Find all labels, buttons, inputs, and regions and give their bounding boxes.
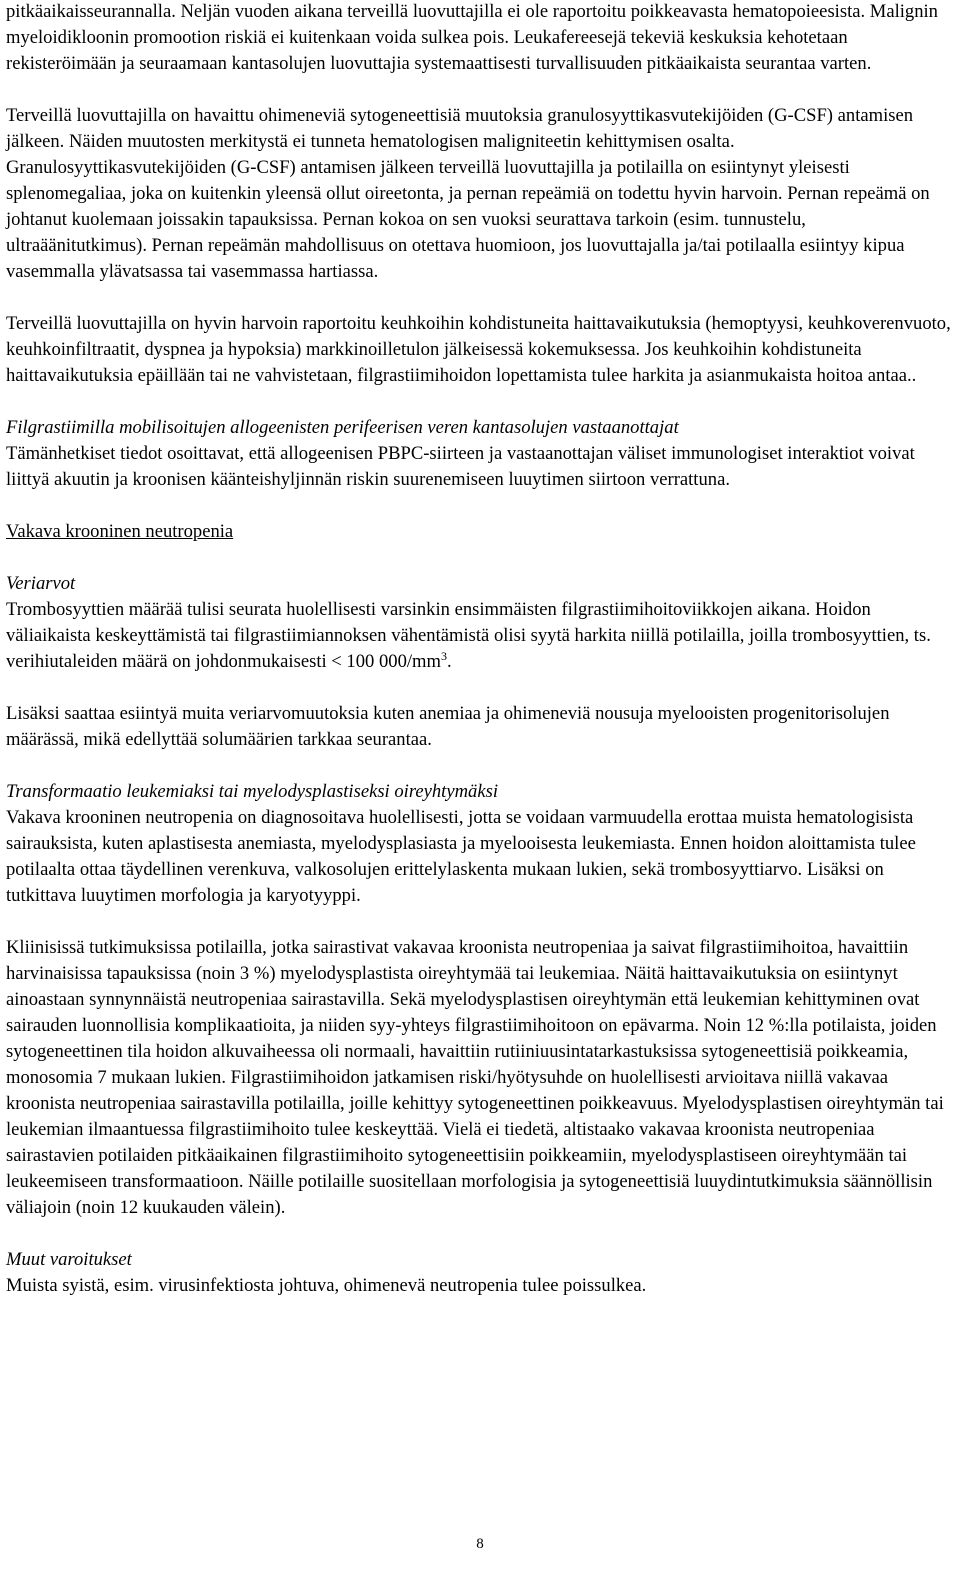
paragraph-diagnosis: Vakava krooninen neutropenia on diagnosoitava huolellisesti, jotta se voidaan varmuudella erottaa muista hematologisista sairauksista, kuten aplastisesta anemiasta, myelodysplasiasta ja myelooisesta leukemiasta. Ennen hoidon aloittamista tulee potilaalta ottaa täydellinen verenkuva, valkosolujen erittelylaskenta mukaan lukien, sekä trombosyyttiarvo. Lisäksi on tutkittava luuytimen morfologia ja karyotyyppi.: [6, 807, 916, 906]
paragraph-pulmonary-adverse-events: Terveillä luovuttajilla on hyvin harvoin raportoitu keuhkoihin kohdistuneita haittavaikutuksia (hemoptyysi, keuhkoverenvuoto, keuhkoinfiltraatit, dyspnea ja hypoksia) markkinoilletulon jälkeisessä kokemuksessa. Jos keuhkoihin kohdistuneita haittavaikutuksia epäillään tai ne vahvistetaan, filgrastiimihoidon lopettamista tulee harkita ja asianmukaista hoitoa antaa..: [6, 313, 951, 386]
heading-severe-chronic-neutropenia: Vakava krooninen neutropenia: [6, 521, 234, 542]
heading-allogeneic-recipients: Filgrastiimilla mobilisoitujen allogeenisten perifeerisen veren kantasolujen vastaanottajat: [6, 417, 679, 438]
platelet-text: Trombosyyttien määrää tulisi seurata huolellisesti varsinkin ensimmäisten filgrastiimihoitoviikkojen aikana. Hoidon väliaikaista keskeyttämistä tai filgrastiimiannoksen vähentämistä olisi syytä harkita niillä potilailla, joilla trombosyyttien, ts. verihiutaleiden määrä on johdonmukaisesti < 100 000/mm: [6, 599, 931, 672]
paragraph-donor-follow-up: pitkäaikaisseurannalla. Neljän vuoden aikana terveillä luovuttajilla ei ole raportoitu poikkeavasta hematopoieesista. Malignin myeloidikloonin promootion riskiä ei kuitenkaan voida sulkea pois. Leukafereesejä tekeviä keskuksia kehotetaan rekisteröimään ja seuraamaan kantasolujen luovuttajia systemaattisesti turvallisuuden pitkäaikaista seurantaa varten.: [6, 1, 938, 74]
paragraph-transient-neutropenia: Muista syistä, esim. virusinfektiosta johtuva, ohimenevä neutropenia tulee poissulkea.: [6, 1275, 647, 1296]
cubic-superscript: 3: [440, 649, 447, 663]
platelet-text-end: .: [446, 651, 452, 672]
paragraph-other-blood-changes: Lisäksi saattaa esiintyä muita veriarvomuutoksia kuten anemiaa ja ohimeneviä nousuja myelooisten progenitorisolujen määrässä, mikä edellyttää solumäärien tarkkaa seurantaa.: [6, 703, 890, 750]
heading-other-warnings: Muut varoitukset: [6, 1249, 132, 1270]
heading-blood-values: Veriarvot: [6, 573, 76, 594]
page-number: 8: [476, 1536, 484, 1552]
document-page: [6, 0, 951, 1299]
heading-transformation: Transformaatio leukemiaksi tai myelodysplastiseksi oireyhtymäksi: [6, 781, 498, 802]
paragraph-cytogenetic-splenomegaly: Terveillä luovuttajilla on havaittu ohimeneviä sytogeneettisiä muutoksia granulosyyttikasvutekijöiden (G-CSF) antamisen jälkeen. Näiden muutosten merkitystä ei tunneta hematologisen maligniteetin kehittymisen osalta. Granulosyyttikasvutekijöiden (G-CSF) antamisen jälkeen terveillä luovuttajilla ja potilailla on esiintynyt yleisesti splenomegaliaa, joka on kuitenkin yleensä ollut oireetonta, ja pernan repeämiä on todettu hyvin harvoin. Pernan repeämä on johtanut kuolemaan joissakin tapauksissa. Pernan kokoa on sen vuoksi seurattava tarkoin (esim. tunnustelu, ultraäänitutkimus). Pernan repeämän mahdollisuus on otettava huomioon, jos luovuttajalla ja/tai potilaalla esiintyy kipua vasemmalla ylävatsassa tai vasemmassa hartiassa.: [6, 105, 930, 282]
paragraph-platelet-monitoring: [6, 597, 951, 675]
paragraph-clinical-studies: Kliinisissä tutkimuksissa potilailla, jotka sairastivat vakavaa kroonista neutropeniaa ja saivat filgrastiimihoitoa, havaittiin harvinaisissa tapauksissa (noin 3 %) myelodysplastista oireyhtymää tai leukemiaa. Näitä haittavaikutuksia on esiintynyt ainoastaan synnynnäistä neutropeniaa sairastavilla. Sekä myelodysplastisen oireyhtymän että leukemian kehittyminen ovat sairauden luonnollisia komplikaatioita, ja niiden syy-yhteys filgrastiimihoitoon on epävarma. Noin 12 %:lla potilaista, joiden sytogeneettinen tila hoidon alkuvaiheessa oli normaali, havaittiin rutiiniuusintatarkastuksissa sytogeneettisiä poikkeamia, monosomia 7 mukaan lukien. Filgrastiimihoidon jatkamisen riski/hyötysuhde on huolellisesti arvioitava niillä vakavaa kroonista neutropeniaa sairastavilla potilailla, joille kehittyy sytogeneettinen poikkeavuus. Myelodysplastisen oireyhtymän tai leukemian ilmaantuessa filgrastiimihoito tulee keskeyttää. Vielä ei tiedetä, altistaako vakavaa kroonista neutropeniaa sairastavien potilaiden pitkäaikainen filgrastiimihoito sytogeneettisiin poikkeamiin, myelodysplastiseen oireyhtymään tai leukeemiseen transformaatioon. Näille potilaille suositellaan morfologisia ja sytogeneettisiä luuydintutkimuksia säännöllisin väliajoin (noin 12 kuukauden välein).: [6, 937, 944, 1218]
paragraph-allogeneic-pbpc: Tämänhetkiset tiedot osoittavat, että allogeenisen PBPC-siirteen ja vastaanottajan väliset immunologiset interaktiot voivat liittyä akuutin ja kroonisen käänteishyljinnän riskin suurenemiseen luuytimen siirtoon verrattuna.: [6, 443, 915, 490]
